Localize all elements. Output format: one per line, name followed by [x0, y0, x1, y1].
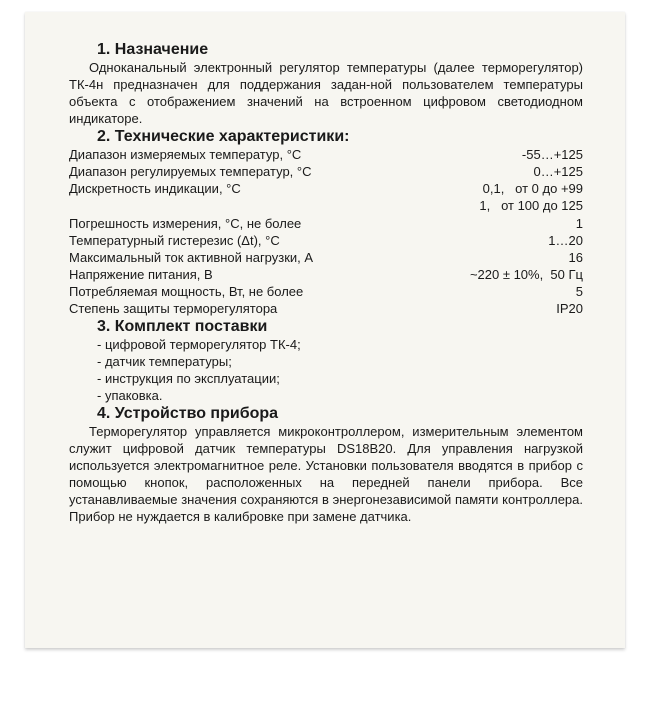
spec-row [69, 232, 583, 249]
delivery-kit-list [69, 336, 583, 404]
spec-label: Температурный гистерезис (Δt), °С [69, 233, 280, 248]
spec-value: 16 [568, 250, 583, 265]
list-item: - инструкция по эксплуатации; [97, 371, 280, 386]
list-item: - цифровой терморегулятор ТК-4; [97, 337, 301, 352]
section-3-title: 3. Комплект поставки [97, 318, 268, 335]
spec-value: 0,1, от 0 до +99 [482, 181, 583, 196]
spec-label: Дискретность индикации, °С [69, 181, 241, 196]
section-4-title: 4. Устройство прибора [97, 405, 279, 422]
spec-label: Степень защиты терморегулятора [69, 301, 278, 316]
spec-label: Потребляемая мощность, Вт, не более [69, 284, 304, 299]
section-1-text: Одноканальный электронный регулятор температуры (далее терморегулятор) ТК-4н предназначен для поддержания задан-ной пользователем температуры объекта с отображением значений на встроенном цифровом светодиодном индикаторе. [69, 60, 583, 126]
spec-row-continuation [69, 197, 583, 214]
spec-value: 5 [575, 284, 583, 299]
spec-row [69, 300, 583, 317]
spec-row [69, 146, 583, 163]
list-item: - датчик температуры; [97, 354, 232, 369]
spec-value: 0…+125 [533, 164, 583, 179]
section-4-text: Терморегулятор управляется микроконтроллером, измерительным элементом служит цифровой датчик температуры DS18B20. Для управления нагрузкой используется электромагнитное реле. Установки пользователя вводятся в прибор с помощью кнопок, расположенных на передней панели прибора. Все устанавливаемые значения сохраняются в энергонезависимой памяти контроллера. Прибор не нуждается в калибровке при замене датчика. [69, 424, 583, 524]
spec-label: Диапазон регулируемых температур, °С [69, 164, 312, 179]
spec-row [69, 283, 583, 300]
spec-row [69, 249, 583, 266]
spec-value: ~220 ± 10%, 50 Гц [469, 267, 583, 282]
spec-label: Погрешность измерения, °С, не более [69, 216, 302, 231]
spec-label: Максимальный ток активной нагрузки, А [69, 250, 314, 265]
spec-value: 1 [575, 216, 583, 231]
section-1-title: 1. Назначение [97, 41, 209, 58]
spec-row [69, 163, 583, 180]
spec-value: -55…+125 [521, 147, 583, 162]
spec-value: 1, от 100 до 125 [479, 198, 583, 213]
spec-table [69, 146, 583, 317]
spec-row [69, 215, 583, 232]
document-content [69, 40, 583, 525]
spec-label: Диапазон измеряемых температур, °С [69, 147, 302, 162]
list-item: - упаковка. [97, 388, 163, 403]
section-2-title: 2. Технические характеристики: [97, 128, 350, 145]
spec-label: Напряжение питания, В [69, 267, 213, 282]
spec-value: IP20 [556, 301, 583, 316]
document-page [25, 12, 625, 648]
spec-value: 1…20 [548, 233, 583, 248]
spec-row [69, 266, 583, 283]
spec-row [69, 180, 583, 197]
